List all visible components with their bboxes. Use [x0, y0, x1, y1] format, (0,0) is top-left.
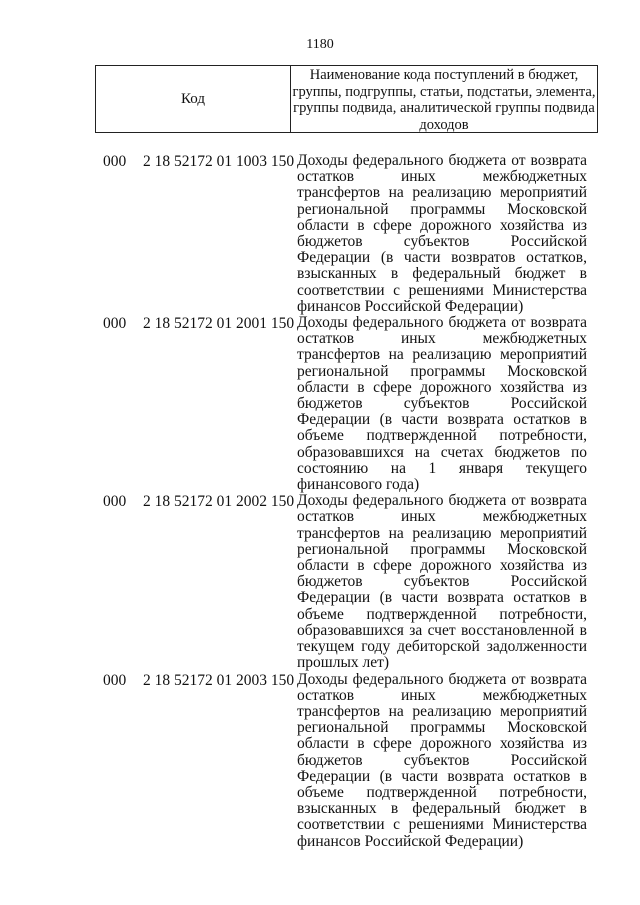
table-row — [0, 153, 640, 315]
header-name-column: Наименование кода поступлений в бюджет, группы, подгруппы, статьи, подстатьи, элемента, группы подвида, аналитической группы подвида доходов — [292, 67, 596, 133]
code-table-body — [0, 153, 640, 850]
table-row — [0, 672, 640, 850]
row-admin-code: 000 — [103, 153, 127, 170]
row-admin-code: 000 — [103, 671, 127, 689]
row-income-code: 2 18 52172 01 1003 150 — [143, 153, 295, 170]
row-income-code: 2 18 52172 01 2003 150 — [143, 671, 295, 689]
header-code-column: Код — [96, 66, 291, 132]
page-number: 1180 — [306, 37, 334, 52]
row-description: Доходы федерального бюджета от возврата остатков иных межбюджетных трансфертов на реализацию мероприятий региональной программы Московской области в сфере дорожного хозяйства из бюджетов субъектов Российской Федерации (в части возврата остатков в объеме подтвержденной потребности, образовавшихся на счетах бюджетов по состоянию на 1 января текущего финансового года) — [297, 314, 587, 494]
table-row — [0, 493, 640, 671]
row-admin-code: 000 — [103, 315, 127, 333]
row-description: Доходы федерального бюджета от возврата остатков иных межбюджетных трансфертов на реализацию мероприятий региональной программы Московской области в сфере дорожного хозяйства из бюджетов субъектов Российской Федерации (в части возвратов остатков, взысканных в федеральный бюджет в соответствии с решениями Министерства финансов Российской Федерации) — [297, 152, 587, 315]
table-header — [95, 65, 598, 133]
row-admin-code: 000 — [103, 493, 127, 511]
row-description: Доходы федерального бюджета от возврата остатков иных межбюджетных трансфертов на реализацию мероприятий региональной программы Московской области в сфере дорожного хозяйства из бюджетов субъектов Российской Федерации (в части возврата остатков в объеме подтвержденной потребности, взысканных в федеральный бюджет в соответствии с решениями Министерства финансов Российской Федерации) — [297, 670, 587, 850]
row-income-code: 2 18 52172 01 2001 150 — [143, 315, 295, 333]
row-income-code: 2 18 52172 01 2002 150 — [143, 493, 295, 511]
table-row — [0, 315, 640, 493]
row-description: Доходы федерального бюджета от возврата остатков иных межбюджетных трансфертов на реализацию мероприятий региональной программы Московской области в сфере дорожного хозяйства из бюджетов субъектов Российской Федерации (в части возврата остатков в объеме подтвержденной потребности, образовавшихся за счет восстановленной в текущем году дебиторской задолженности прошлых лет) — [297, 492, 587, 672]
